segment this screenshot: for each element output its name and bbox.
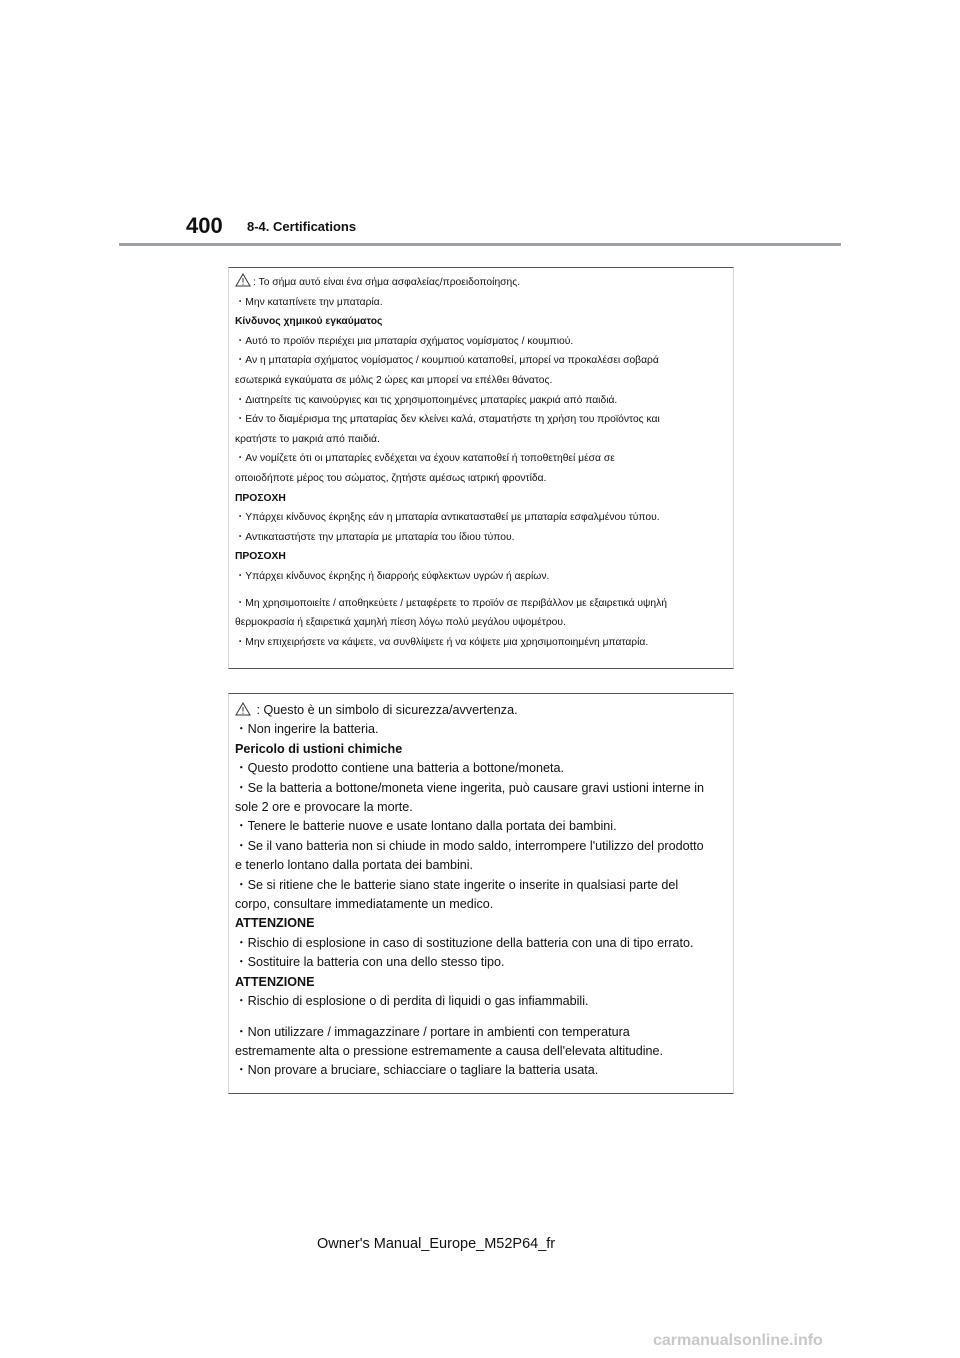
notice-spacer	[235, 1012, 733, 1023]
notice-line: οποιοδήποτε μέρος του σώματος, ζητήστε αμέσως ιατρική φροντίδα.	[235, 472, 547, 484]
notice-heading: ATTENZIONE	[235, 974, 315, 989]
notice-heading: Κίνδυνος χημικού εγκαύματος	[235, 316, 383, 328]
notice-line: ・Αντικαταστήστε την μπαταρία με μπαταρία του ίδιου τύπου.	[235, 531, 515, 543]
notice-line: estremamente alta o pressione estremamente a causa dell'elevata altitudine.	[235, 1043, 664, 1058]
notice-line: ・Rischio di esplosione in caso di sostituzione della batteria con una di tipo errato.	[235, 935, 694, 950]
notice-heading: ATTENZIONE	[235, 916, 315, 931]
warning-triangle-icon	[235, 273, 251, 287]
notice-heading: ΠΡΟΣΟΧΗ	[235, 551, 286, 563]
header-divider	[119, 243, 841, 246]
notice-line: ・Εάν το διαμέρισμα της μπαταρίας δεν κλείνει καλά, σταματήστε τη χρήση του προϊόντος και	[235, 414, 660, 426]
notice-line: ・Διατηρείτε τις καινούργιες και τις χρησιμοποιημένες μπαταρίες μακριά από παιδιά.	[235, 394, 618, 406]
notice-line: ・Sostituire la batteria con una dello stesso tipo.	[235, 955, 505, 970]
notice-line: ・Αυτό το προϊόν περιέχει μια μπαταρία σχήματος νομίσματος / κουμπιού.	[235, 335, 574, 347]
notice-line: ・Se si ritiene che le batterie siano state ingerite o inserite in qualsiasi parte del	[235, 877, 679, 892]
notice-line: ・Non utilizzare / immagazzinare / portare in ambienti con temperatura	[235, 1024, 630, 1039]
notice-heading: ΠΡΟΣΟΧΗ	[235, 492, 286, 504]
notice-line	[235, 701, 733, 720]
watermark: carmanualsonline.info	[653, 1332, 823, 1349]
notice-line: ・Μην επιχειρήσετε να κάψετε, να συνθλίψετε ή να κόψετε μια χρησιμοποιημένη μπαταρία.	[235, 636, 649, 648]
italian-warning-notice	[228, 693, 734, 1094]
notice-line: θερμοκρασία ή εξαιρετικά χαμηλή πίεση λόγω πολύ μεγάλου υψομέτρου.	[235, 617, 566, 629]
section-title: 8-4. Certifications	[247, 219, 357, 234]
warning-triangle-icon	[235, 702, 251, 716]
notice-line: ・Se il vano batteria non si chiude in modo saldo, interrompere l'utilizzo del prodotto	[235, 838, 704, 853]
notice-line: ・Υπάρχει κίνδυνος έκρηξης εάν η μπαταρία αντικατασταθεί με μπαταρία εσφαλμένου τύπου.	[235, 512, 660, 524]
greek-warning-notice	[228, 267, 734, 669]
notice-line: ・Rischio di esplosione o di perdita di liquidi o gas infiammabili.	[235, 994, 589, 1009]
notice-line: κρατήστε το μακριά από παιδιά.	[235, 433, 380, 445]
notice-line: corpo, consultare immediatamente un medico.	[235, 897, 494, 912]
notice-line: ・Μη χρησιμοποιείτε / αποθηκεύετε / μεταφέρετε το προϊόν σε περιβάλλον με εξαιρετικά υψηλή	[235, 597, 668, 609]
manual-footer: Owner's Manual_Europe_M52P64_fr	[317, 1236, 556, 1252]
notice-line	[235, 273, 733, 293]
notice-text: : Questo è un simbolo di sicurezza/avvertenza.	[253, 703, 518, 717]
page-number: 400	[186, 213, 223, 238]
notice-heading: Pericolo di ustioni chimiche	[235, 741, 403, 756]
notice-line: ・Non provare a bruciare, schiacciare o tagliare la batteria usata.	[235, 1063, 599, 1078]
notice-line: ・Υπάρχει κίνδυνος έκρηξης ή διαρροής εύφλεκτων υγρών ή αερίων.	[235, 570, 550, 582]
notice-line: sole 2 ore e provocare la morte.	[235, 800, 413, 815]
notice-line: ・Se la batteria a bottone/moneta viene ingerita, può causare gravi ustioni interne in	[235, 780, 705, 795]
notice-line: εσωτερικά εγκαύματα σε μόλις 2 ώρες και μπορεί να επέλθει θάνατος.	[235, 374, 553, 386]
notice-line: e tenerlo lontano dalla portata dei bambini.	[235, 858, 474, 873]
notice-line: ・Questo prodotto contiene una batteria a bottone/moneta.	[235, 761, 565, 776]
notice-line: ・Αν νομίζετε ότι οι μπαταρίες ενδέχεται να έχουν καταποθεί ή τοποθετηθεί μέσα σε	[235, 453, 615, 465]
notice-line: ・Αν η μπαταρία σχήματος νομίσματος / κουμπιού καταποθεί, μπορεί να προκαλέσει σοβαρά	[235, 355, 659, 367]
notice-line: ・Tenere le batterie nuove e usate lontano dalla portata dei bambini.	[235, 819, 617, 834]
notice-line: ・Non ingerire la batteria.	[235, 722, 379, 737]
notice-text: : Το σήμα αυτό είναι ένα σήμα ασφαλείας/προειδοποίησης.	[253, 277, 521, 288]
notice-spacer	[235, 587, 733, 594]
notice-line: ・Μην καταπίνετε την μπαταρία.	[235, 296, 383, 308]
